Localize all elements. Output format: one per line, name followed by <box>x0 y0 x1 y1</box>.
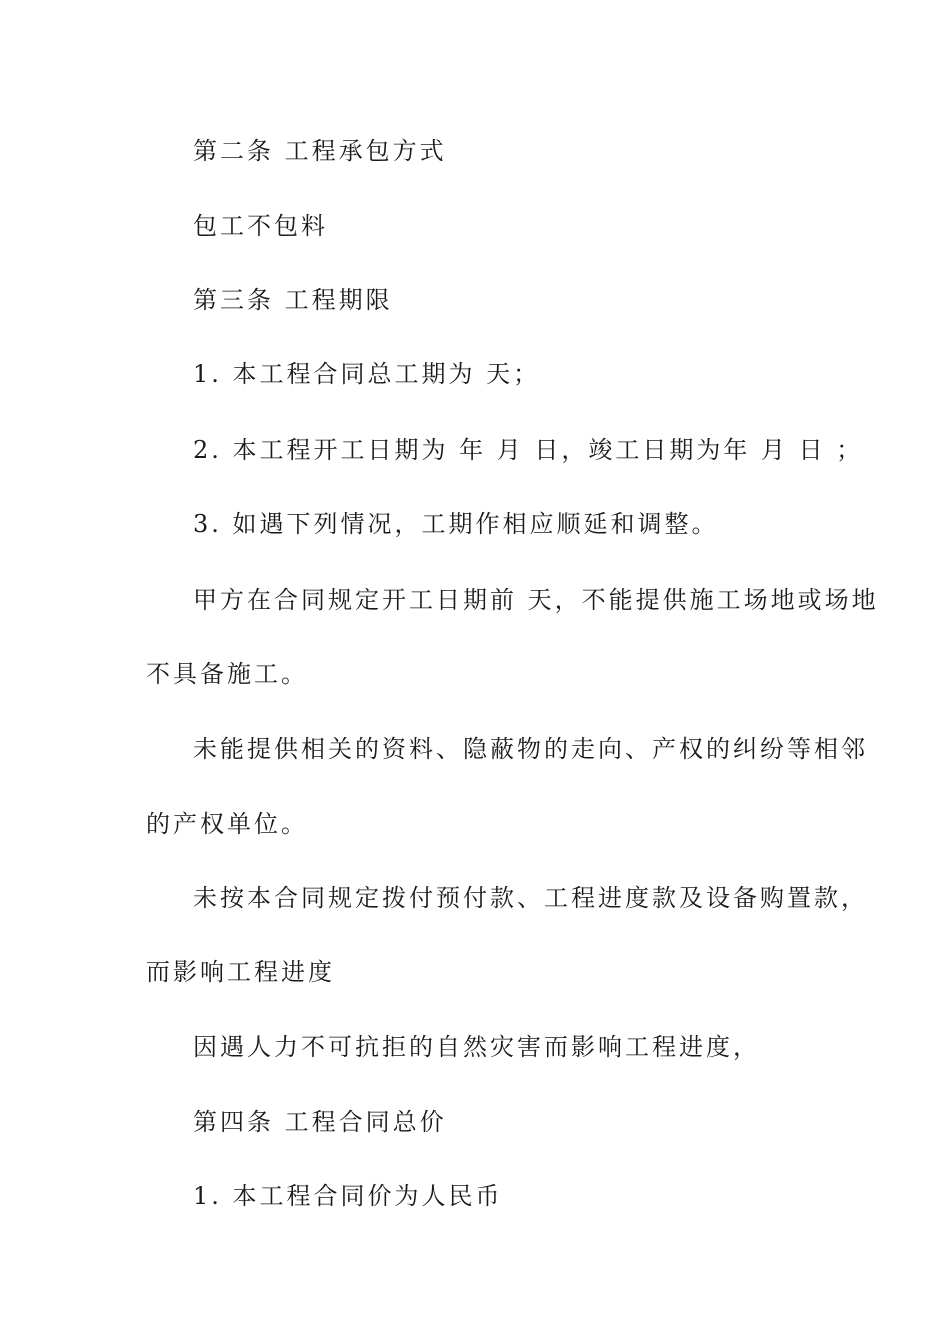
paragraph-line: 未按本合同规定拨付预付款、工程进度款及设备购置款， <box>193 884 868 912</box>
paragraph-line: 而影响工程进度 <box>146 958 335 986</box>
article-4-heading: 第四条 工程合同总价 <box>193 1108 447 1136</box>
article-3-item-3: 3. 如遇下列情况，工期作相应顺延和调整。 <box>193 510 719 538</box>
paragraph-line: 甲方在合同规定开工日期前 天，不能提供施工场地或场地 <box>193 586 879 614</box>
article-3-item-2: 2. 本工程开工日期为 年 月 日，竣工日期为年 月 日 ； <box>193 436 864 464</box>
article-2-text: 包工不包料 <box>193 212 328 240</box>
article-3-item-1: 1. 本工程合同总工期为 天； <box>193 360 541 388</box>
paragraph-line: 因遇人力不可抗拒的自然灾害而影响工程进度， <box>193 1033 760 1061</box>
paragraph-line: 不具备施工。 <box>146 660 308 688</box>
article-2-heading: 第二条 工程承包方式 <box>193 137 447 165</box>
paragraph-line: 未能提供相关的资料、隐蔽物的走向、产权的纠纷等相邻 <box>193 735 868 763</box>
article-4-item-1: 1. 本工程合同价为人民币 <box>193 1182 503 1210</box>
paragraph-line: 的产权单位。 <box>146 810 308 838</box>
article-3-heading: 第三条 工程期限 <box>193 286 393 314</box>
